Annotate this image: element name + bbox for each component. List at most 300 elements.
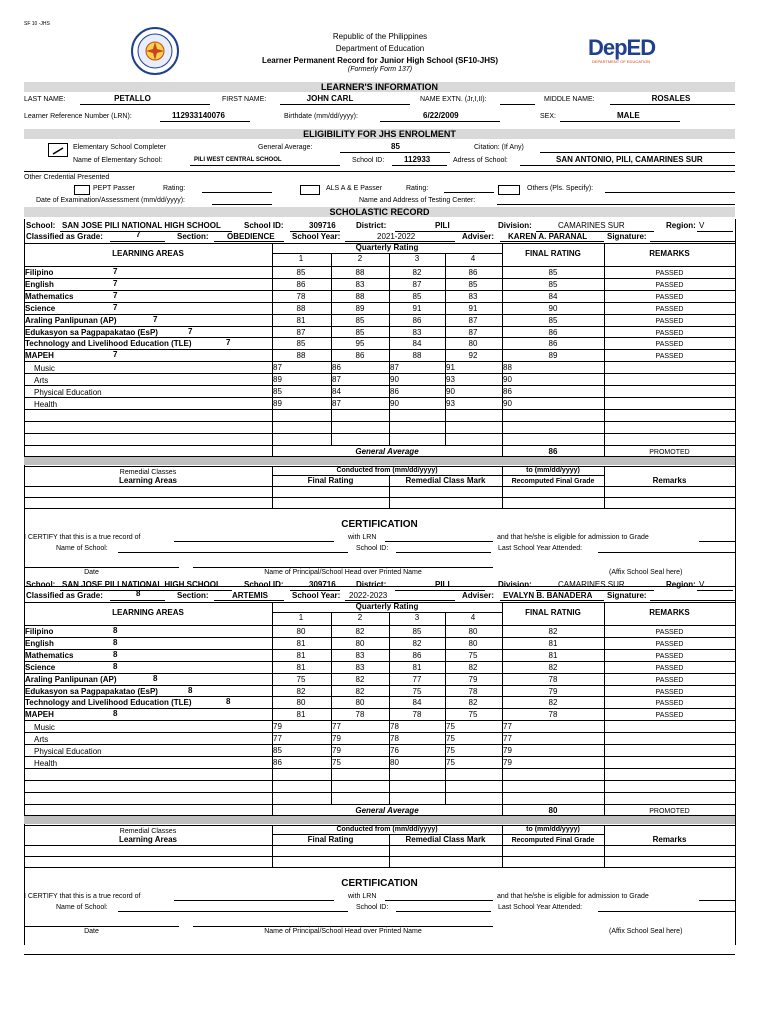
record-2-remedial-col [502, 825, 503, 867]
first-name-label: FIRST NAME: [222, 96, 267, 103]
record-1-subject-4-final: 90 [548, 303, 558, 313]
record-2-adviser-value: EVALYN B. BANADERA [503, 591, 593, 600]
record-2-row-line [24, 696, 735, 697]
record-2-subject-6-q1: 82 [296, 686, 306, 696]
record-2-cert-last-sy-label: Last School Year Attended: [498, 904, 583, 912]
record-2-general-average-value: 80 [548, 805, 558, 815]
record-1-mapeh-4-final: 90 [503, 398, 512, 408]
record-2-region-line [697, 590, 733, 591]
record-1-subject-2-q2: 83 [355, 279, 365, 289]
record-1-subject-7-final: 86 [548, 339, 558, 349]
record-2-remedial-row-line [24, 856, 735, 857]
record-2-cert-last-sy-line [598, 911, 735, 912]
record-2-subject-5-remarks: PASSED [655, 676, 684, 684]
record-2-subject-6-final: 79 [548, 686, 558, 696]
record-2-subject-5-q2: 82 [355, 674, 365, 684]
record-2-mapeh-3-q3: 76 [390, 746, 399, 755]
record-2-subject-4-final: 82 [548, 662, 558, 672]
record-2-subject-4-q1: 81 [296, 662, 306, 672]
record-1-mapeh-3-q3: 86 [390, 387, 399, 396]
record-1-remedial-col [604, 466, 605, 508]
record-2-grade-value: 8 [136, 589, 141, 598]
record-2-subject-7-q2: 80 [355, 698, 365, 708]
elem-school-value: PILI WEST CENTRAL SCHOOL [194, 157, 282, 163]
als-label: ALS A & E Passer [326, 185, 383, 192]
record-1-subject-6-name: Edukasyon sa Pagpapakatao (EsP) [25, 327, 158, 337]
record-1-general-average-value: 86 [548, 446, 558, 456]
als-rating-label: Rating: [406, 185, 429, 192]
record-1-school-year-value: 2021-2022 [377, 232, 416, 241]
eligibility-header: ELIGIBILITY FOR JHS ENROLMENT [24, 129, 735, 139]
record-2-date-label: Date [84, 928, 99, 936]
record-2-subject-6-remarks: PASSED [655, 688, 684, 696]
record-2-subject-6-grade: 8 [188, 685, 193, 695]
record-1-classified-label: Classified as Grade: [26, 232, 103, 241]
record-2-subject-7-final: 82 [548, 698, 558, 708]
record-1-subject-3-remarks: PASSED [655, 293, 684, 301]
record-1-subject-1-q1: 85 [296, 268, 306, 277]
record-2-section-label: Section: [177, 591, 209, 600]
record-1-subject-1-name: Filipino [25, 268, 54, 277]
record-2-subject-1-q4: 80 [468, 627, 478, 636]
record-2-certify-grade-line [699, 900, 735, 901]
record-1-final-rating-header: FINAL RATING [525, 249, 581, 258]
record-1-row-line [24, 385, 735, 386]
record-1-subject-3-q4: 83 [468, 291, 478, 301]
als-checkbox[interactable] [300, 185, 320, 195]
record-1-region-line [697, 231, 733, 232]
record-2-signature-line [650, 600, 735, 601]
elem-address-value: SAN ANTONIO, PILI, CAMARINES SUR [556, 155, 703, 164]
record-1-cert-school-id-label: School ID: [356, 545, 389, 553]
record-2-cert-school-name-label: Name of School: [56, 904, 108, 912]
record-1-row-line [24, 290, 735, 291]
record-2-final-rating-header: FINAL RATNIG [525, 608, 581, 617]
record-1-eligible-text: and that he/she is eligible for admission to Grade [497, 534, 649, 542]
record-2-district-value: PILI [435, 580, 450, 589]
record-1-row-line [24, 314, 735, 315]
record-1-remedial-row-line [24, 508, 735, 509]
record-1-subject-5-q3: 86 [412, 315, 422, 325]
testing-center-label: Name and Address of Testing Center: [359, 197, 476, 204]
record-2-remedial-row-line [24, 867, 735, 868]
record-2-subject-1-q1: 80 [296, 627, 306, 636]
record-1-certify-grade-line [699, 541, 735, 542]
record-2-eligible-text: and that he/she is eligible for admission to Grade [497, 893, 649, 901]
record-1-signature-label: Signature: [607, 232, 647, 241]
record-1-subject-7-q2: 95 [355, 339, 365, 349]
record-1-mapeh-1-final: 88 [503, 363, 512, 373]
record-2-row-line [24, 649, 735, 650]
learner-info-header: LEARNER'S INFORMATION [24, 82, 735, 92]
record-2-quarter-3-header: 3 [414, 613, 420, 622]
record-1-quarter-1-header: 1 [298, 254, 304, 263]
record-1-mapeh-3-name: Physical Education [34, 388, 102, 397]
record-1-remedial-col [502, 466, 503, 508]
record-1-mapeh-1-name: Music [34, 364, 55, 374]
record-2-row-line [24, 732, 735, 733]
record-2-subject-2-q1: 81 [296, 638, 306, 648]
record-1-row-line [24, 421, 735, 422]
record-2-remedial-col [389, 834, 390, 867]
record-2-rem-learning-areas: Learning Areas [119, 835, 177, 845]
record-2-subject-2-grade: 8 [113, 637, 118, 647]
record-1-rem-remarks: Remarks [652, 476, 687, 486]
record-1-general-average-label: General Average [355, 446, 419, 456]
record-1-mapeh-3-final: 86 [503, 387, 512, 396]
record-2-col-header-bottom [24, 625, 735, 626]
record-1-subject-3-grade: 7 [113, 290, 118, 300]
record-2-mapeh-4-final: 79 [503, 757, 512, 767]
record-2-date-line [24, 926, 179, 927]
record-1-subject-2-q4: 85 [468, 279, 478, 289]
record-1-section-label: Section: [177, 232, 209, 241]
record-1-col-header-bottom [24, 266, 735, 267]
record-1-row-line [24, 278, 735, 279]
record-1-mapeh-2-q3: 90 [390, 375, 399, 385]
record-1-subject-8-name: MAPEH [25, 351, 54, 361]
record-1-subject-1-q3: 82 [412, 268, 422, 277]
record-1-school-label: School: [26, 221, 56, 230]
record-2-classified-label: Classified as Grade: [26, 591, 103, 600]
record-2-certify-name-line [174, 900, 334, 901]
record-1-subject-4-remarks: PASSED [655, 305, 684, 313]
gen-avg-value: 85 [391, 142, 400, 151]
record-2-school-id-value: 309716 [309, 580, 336, 589]
record-1-subject-5-final: 85 [548, 315, 558, 325]
record-2-rem-recomputed: Recomputed Final Grade [511, 837, 595, 845]
record-2-cert-school-line [118, 911, 348, 912]
record-1-subject-7-grade: 7 [226, 338, 231, 348]
record-1-mapeh-2-final: 90 [503, 375, 512, 385]
record-2-row-line [24, 780, 735, 781]
record-1-signature-line [650, 241, 735, 242]
record-1-subject-7-name: Technology and Livelihood Education (TLE) [25, 339, 192, 349]
record-1-remedial-row-line [24, 486, 735, 487]
record-2-section-line [214, 600, 284, 601]
record-1-subject-5-q4: 87 [468, 315, 478, 325]
record-2-subject-4-grade: 8 [113, 661, 118, 671]
sex-label: SEX: [540, 113, 556, 120]
record-1-with-lrn-text: with LRN [348, 534, 377, 542]
record-1-certify-name-line [174, 541, 334, 542]
record-2-row-line [24, 661, 735, 662]
record-1-mapeh-2-name: Arts [34, 376, 49, 386]
record-1-certify-text: I CERTIFY that this is a true record of [24, 534, 141, 542]
record-1-quarter-3-header: 3 [414, 254, 420, 263]
record-2-subject-8-final: 78 [548, 710, 558, 720]
record-1-subject-3-name: Mathematics [25, 291, 74, 301]
record-1-row-line [24, 326, 735, 327]
record-2-subject-5-q1: 75 [296, 674, 306, 684]
record-2-subject-3-q4: 75 [468, 650, 478, 660]
elem-school-label: Name of Elementary School: [73, 157, 163, 164]
record-1-subject-2-name: English [25, 279, 54, 289]
record-2-quarter-2-header: 2 [357, 613, 363, 622]
record-1-school-year-label: School Year: [292, 232, 341, 241]
record-2-quarterly-divider [272, 612, 502, 613]
record-2-subject-4-q2: 83 [355, 662, 365, 672]
record-2-mapeh-2-q3: 78 [390, 734, 399, 744]
record-2-row-line [24, 720, 735, 721]
lrn-value: 112933140076 [172, 111, 225, 120]
record-2-mapeh-1-q2: 77 [332, 722, 341, 732]
record-1-remarks-header: REMARKS [649, 249, 690, 258]
record-2-principal-label: Name of Principal/School Head over Printed Name [264, 928, 422, 936]
record-1-row-line [24, 445, 735, 446]
record-1-quarter-2-header: 2 [357, 254, 363, 263]
record-1-remedial-col [389, 475, 390, 508]
record-1-region-label: Region: [666, 221, 696, 230]
record-1-cert-school-id-line [396, 552, 491, 553]
record-2-subject-8-grade: 8 [113, 709, 118, 719]
record-1-mapeh-1-q2: 86 [332, 363, 341, 373]
record-2-subject-8-name: MAPEH [25, 710, 54, 720]
record-2-subject-6-q4: 78 [468, 686, 478, 696]
record-2-subject-2-final: 81 [548, 638, 558, 648]
department-text: Department of Education [335, 44, 425, 53]
record-2-remedial-row-line [24, 845, 735, 846]
record-2-remedial-separator [24, 816, 735, 824]
record-2-mapeh-3-q2: 79 [332, 746, 341, 755]
record-1-general-average-remarks: PROMOTED [649, 448, 690, 456]
record-1-mapeh-1-q1: 87 [273, 363, 282, 373]
record-1-subject-3-q2: 88 [355, 291, 365, 301]
record-2-quarter-1-header: 1 [298, 613, 304, 622]
record-1-subject-8-q4: 92 [468, 351, 478, 361]
record-1-row-line [24, 373, 735, 374]
deped-logo: DepED DEPARTMENT OF EDUCATION [588, 35, 656, 64]
record-2-mapeh-1-q4: 75 [446, 722, 455, 732]
lrn-label: Learner Reference Number (LRN): [24, 113, 132, 120]
record-2-subject-8-q1: 81 [296, 710, 306, 720]
record-1-row-line [24, 337, 735, 338]
first-name-value: JOHN CARL [306, 94, 354, 103]
elem-school-id-label: School ID: [352, 157, 385, 164]
pept-checkbox[interactable] [74, 185, 90, 195]
record-2-quarter-4-header: 4 [470, 613, 476, 622]
record-2-subject-3-final: 81 [548, 650, 558, 660]
record-2-mapeh-4-name: Health [34, 758, 58, 768]
last-name-label: LAST NAME: [24, 96, 66, 103]
record-2-mapeh-4-q1: 86 [273, 757, 282, 767]
record-1-rem-final-rating: Final Rating [307, 476, 354, 486]
record-2-row-line [24, 744, 735, 745]
record-2-subject-2-q3: 82 [412, 638, 422, 648]
record-2-subject-1-grade: 8 [113, 626, 118, 635]
record-1-remedial-separator [24, 457, 735, 465]
record-1-subject-8-q1: 88 [296, 351, 306, 361]
record-2-adviser-line [500, 600, 604, 601]
record-2-row-line [24, 792, 735, 793]
record-1-subject-7-q3: 84 [412, 339, 422, 349]
record-1-subject-6-q1: 87 [296, 327, 306, 337]
record-2-subject-1-q3: 85 [412, 627, 422, 636]
record-2-subject-8-q3: 78 [412, 710, 422, 720]
record-1-adviser-label: Adviser: [462, 232, 495, 241]
record-2-subject-8-q2: 78 [355, 710, 365, 720]
record-2-mapeh-2-q4: 75 [446, 734, 455, 744]
record-1-rem-recomputed: Recomputed Final Grade [511, 478, 595, 486]
record-1-mapeh-1-q3: 87 [390, 363, 399, 373]
record-2-subject-7-q4: 82 [468, 698, 478, 708]
record-1-date-label: Date [84, 569, 99, 577]
record-2-subject-3-q3: 86 [412, 650, 422, 660]
record-1-section-value: OBEDIENCE [227, 232, 275, 241]
record-1-school-id-value: 309716 [309, 221, 336, 230]
record-1-subject-6-final: 86 [548, 327, 558, 337]
record-2-subject-3-q2: 83 [355, 650, 365, 660]
record-2-district-label: District: [356, 580, 387, 589]
record-1-mapeh-4-name: Health [34, 399, 58, 409]
pept-rating-label: Rating: [163, 185, 186, 192]
record-2-remarks-header: REMARKS [649, 608, 690, 617]
record-2-subject-4-remarks: PASSED [655, 664, 684, 672]
scholastic-header: SCHOLASTIC RECORD [24, 207, 735, 217]
record-2-certify-lrn-line [385, 900, 493, 901]
record-1-subject-8-final: 89 [548, 351, 558, 361]
record-2-mapeh-4-q4: 75 [446, 757, 455, 767]
record-2-mapeh-2-q2: 79 [332, 734, 341, 744]
record-2-mapeh-1-name: Music [34, 723, 55, 733]
record-1-subject-8-grade: 7 [113, 350, 118, 360]
record-1-cert-school-line [118, 552, 348, 553]
middle-name-label: MIDDLE NAME: [544, 96, 595, 103]
record-2-subject-4-name: Science [25, 662, 56, 672]
record-2-row-line [24, 708, 735, 709]
record-2-row-line [24, 756, 735, 757]
record-1-subject-1-q2: 88 [355, 268, 365, 277]
record-2-subject-3-q1: 81 [296, 650, 306, 660]
republic-text: Republic of the Philippines [332, 32, 428, 41]
record-1-region-value: V [699, 221, 705, 230]
form-title: Learner Permanent Record for Junior High School (SF10-JHS) [261, 56, 499, 65]
record-2-cert-school-id-label: School ID: [356, 904, 389, 912]
record-1-mapeh-4-q2: 87 [332, 398, 341, 408]
record-2-mapeh-2-name: Arts [34, 735, 49, 745]
record-1-school-year-line [345, 241, 455, 242]
record-1-mapeh-3-q1: 85 [273, 387, 282, 396]
record-1-subject-4-name: Science [25, 303, 56, 313]
record-1-subject-2-grade: 7 [113, 278, 118, 288]
record-2-school-value: SAN JOSE PILI NATIONAL HIGH SCHOOL [62, 580, 221, 589]
record-2-region-value: V [699, 580, 705, 589]
record-1-subject-6-q2: 85 [355, 327, 365, 337]
record-1-quarterly-header: Quarterly Rating [355, 243, 419, 252]
record-1-remedial-row-line [24, 497, 735, 498]
record-1-subject-2-q1: 86 [296, 279, 306, 289]
record-1-remedial-classes-label: Remedial Classes [119, 469, 177, 477]
record-2-certification-title: CERTIFICATION [341, 878, 418, 890]
record-2-remedial-col [604, 825, 605, 867]
record-1-row-line [24, 409, 735, 410]
record-2-subject-8-remarks: PASSED [655, 712, 684, 720]
record-2-mapeh-1-q3: 78 [390, 722, 399, 732]
record-2-school-year-value: 2022-2023 [349, 591, 388, 600]
record-2-mapeh-3-q4: 75 [446, 746, 455, 755]
pept-label: PEPT Passer [93, 185, 135, 192]
birthdate-label: Birthdate (mm/dd/yyyy): [284, 113, 358, 120]
record-2-mapeh-4-q3: 80 [390, 757, 399, 767]
record-2-row-line [24, 685, 735, 686]
record-2-general-average-remarks: PROMOTED [649, 807, 690, 815]
record-1-subject-2-q3: 87 [412, 279, 422, 289]
name-ext-label: NAME EXTN. (Jr,I,II): [420, 96, 487, 103]
record-2-subject-2-remarks: PASSED [655, 640, 684, 648]
record-2-grade-line [110, 600, 165, 601]
record-2-rem-remarks: Remarks [652, 835, 687, 845]
record-2-certify-text: I CERTIFY that this is a true record of [24, 893, 141, 901]
record-1-row-line [24, 302, 735, 303]
record-2-subject-1-remarks: PASSED [655, 629, 684, 636]
record-1-subject-3-q1: 78 [296, 291, 306, 301]
record-1-subject-5-grade: 7 [153, 314, 158, 324]
record-2-subject-4-q4: 82 [468, 662, 478, 672]
record-1-adviser-line [500, 241, 604, 242]
elem-completer-label: Elementary School Completer [73, 144, 166, 151]
form-code: SF 10 -JHS [24, 21, 50, 27]
record-1-school-value: SAN JOSE PILI NATIONAL HIGH SCHOOL [62, 221, 221, 230]
record-1-row-line [24, 361, 735, 362]
record-1-cert-last-sy-line [598, 552, 735, 553]
record-2-row-line [24, 637, 735, 638]
record-2-mapeh-2-final: 77 [503, 734, 512, 744]
record-2-section-value: ARTEMIS [232, 591, 268, 600]
record-1-frame-right [735, 219, 736, 579]
check-icon [49, 145, 67, 157]
elem-address-label: Adress of School: [453, 157, 508, 164]
record-2-conducted-from-label: Conducted from (mm/dd/yyyy) [336, 826, 438, 834]
record-2-school-year-line [345, 600, 455, 601]
others-checkbox[interactable] [498, 185, 520, 195]
record-2-subject-5-grade: 8 [153, 673, 158, 683]
record-1-subject-5-q2: 85 [355, 315, 365, 325]
record-2-subject-5-q3: 77 [412, 674, 422, 684]
record-1-mapeh-3-q4: 90 [446, 387, 455, 396]
record-1-subject-6-remarks: PASSED [655, 329, 684, 337]
record-1-subject-8-q3: 88 [412, 351, 422, 361]
record-1-subject-1-remarks: PASSED [655, 270, 684, 277]
record-2-subject-8-q4: 75 [468, 710, 478, 720]
gen-avg-label: General Average: [258, 144, 313, 151]
record-1-subject-7-remarks: PASSED [655, 341, 684, 349]
record-2-mapeh-3-final: 79 [503, 746, 512, 755]
record-2-subject-1-name: Filipino [25, 627, 54, 636]
record-2-subject-5-name: Araling Panlipunan (AP) [25, 674, 117, 684]
record-2-subject-4-q3: 81 [412, 662, 422, 672]
record-1-subject-4-q4: 91 [468, 303, 478, 313]
record-2-rem-class-mark: Remedial Class Mark [405, 835, 486, 845]
record-1-grade-line [110, 241, 165, 242]
record-1-subject-4-q1: 88 [296, 303, 306, 313]
record-1-conducted-from-label: Conducted from (mm/dd/yyyy) [336, 467, 438, 475]
deped-seal [131, 27, 179, 75]
record-2-signature-label: Signature: [607, 591, 647, 600]
record-2-subject-1-q2: 82 [355, 627, 365, 636]
elem-completer-checkbox[interactable] [48, 143, 68, 157]
record-2-subject-6-name: Edukasyon sa Pagpapakatao (EsP) [25, 686, 158, 696]
record-1-subject-1-grade: 7 [113, 267, 118, 276]
record-2-cert-school-id-line [396, 911, 491, 912]
record-1-subject-3-final: 84 [548, 291, 558, 301]
record-2-rem-final-rating: Final Rating [307, 835, 354, 845]
record-2-remedial-col [272, 825, 273, 867]
record-1-subject-5-name: Araling Panlipunan (AP) [25, 315, 117, 325]
record-2-division-value: CAMARINES SUR [558, 580, 625, 589]
record-2-subject-3-grade: 8 [113, 649, 118, 659]
record-1-grade-value: 7 [136, 230, 141, 239]
record-2-learning-areas-header: LEARNING AREAS [112, 608, 184, 617]
